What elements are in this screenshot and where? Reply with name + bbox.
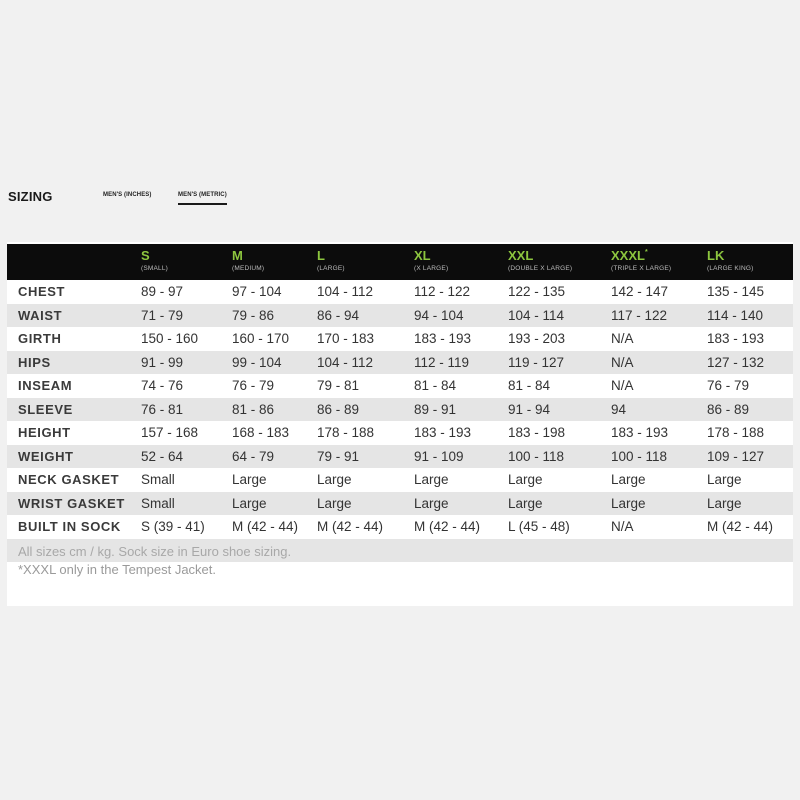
table-cell: N/A	[611, 378, 634, 393]
table-cell: 91 - 99	[141, 354, 184, 370]
table-cell: 104 - 112	[317, 284, 374, 299]
table-cell: 183 - 193	[611, 425, 669, 440]
row-label: WRIST GASKET	[18, 495, 125, 511]
table-cell: 89 - 97	[141, 284, 184, 299]
table-cell: 178 - 188	[707, 425, 765, 440]
table-cell: 100 - 118	[611, 448, 668, 464]
table-cell: 91 - 109	[414, 448, 464, 464]
table-row-waist	[7, 304, 793, 328]
footnote-mark: *	[644, 249, 648, 256]
table-cell: 119 - 127	[508, 354, 565, 370]
table-cell: 76 - 79	[707, 378, 750, 393]
row-label: CHEST	[18, 284, 66, 299]
row-label: WEIGHT	[18, 448, 74, 464]
table-cell: 86 - 94	[317, 307, 360, 323]
table-cell: M (42 - 44)	[414, 519, 481, 534]
size-code: XL	[414, 248, 431, 263]
size-name: (DOUBLE X LARGE)	[508, 265, 573, 272]
table-cell: L (45 - 48)	[508, 519, 570, 534]
table-cell: 81 - 84	[414, 378, 457, 393]
table-row-weight	[7, 445, 793, 469]
table-cell: 94	[611, 401, 627, 417]
table-cell: 150 - 160	[141, 331, 199, 346]
table-row-chest	[7, 280, 793, 304]
table-cell: M (42 - 44)	[707, 519, 774, 534]
size-code: S	[141, 248, 150, 263]
table-cell: 135 - 145	[707, 284, 765, 299]
size-header-row	[7, 244, 793, 280]
table-cell: Large	[317, 495, 352, 511]
table-cell: 183 - 198	[508, 425, 566, 440]
table-cell: Large	[611, 495, 646, 511]
table-cell: 112 - 122	[414, 284, 471, 299]
size-name: (LARGE)	[317, 265, 345, 272]
table-cell: 71 - 79	[141, 307, 184, 323]
table-row-height	[7, 421, 793, 445]
size-header-s	[141, 248, 168, 273]
table-cell: 178 - 188	[317, 425, 375, 440]
size-code-text: XXXL	[611, 248, 645, 263]
row-label: BUILT IN SOCK	[18, 519, 121, 534]
size-table-body	[7, 280, 793, 562]
size-header-m	[232, 248, 264, 273]
xxxl-footnote: *XXXL only in the Tempest Jacket.	[18, 562, 216, 577]
table-cell: 79 - 91	[317, 448, 360, 464]
sizing-header	[8, 180, 792, 210]
table-cell: 122 - 135	[508, 284, 566, 299]
table-cell: N/A	[611, 331, 634, 346]
size-header-xxxl	[611, 248, 671, 273]
table-cell: 142 - 147	[611, 284, 669, 299]
table-cell: 81 - 86	[232, 401, 275, 417]
size-name: (X LARGE)	[414, 265, 449, 272]
table-cell: Small	[141, 495, 175, 511]
table-cell: 64 - 79	[232, 448, 275, 464]
table-cell: 112 - 119	[414, 354, 470, 370]
size-header-lk	[707, 248, 753, 273]
size-name: (SMALL)	[141, 265, 169, 272]
table-cell: 76 - 81	[141, 401, 184, 417]
size-header-xxl	[508, 248, 572, 273]
size-code: LK	[707, 248, 725, 263]
row-label: HEIGHT	[18, 425, 71, 440]
units-note: All sizes cm / kg. Sock size in Euro shoe sizing.	[18, 543, 292, 559]
table-cell: 97 - 104	[232, 284, 282, 299]
table-cell: 183 - 193	[707, 331, 765, 346]
size-code: XXL	[508, 248, 534, 263]
table-cell: 99 - 104	[232, 354, 282, 370]
table-cell: Large	[317, 472, 352, 487]
table-cell: N/A	[611, 519, 634, 534]
table-row-inseam	[7, 374, 793, 398]
table-cell: 86 - 89	[707, 401, 750, 417]
table-cell: 91 - 94	[508, 401, 551, 417]
table-cell: 79 - 86	[232, 307, 275, 323]
size-header-l	[317, 248, 345, 273]
tab-mens-metric[interactable]: MEN'S (METRIC)	[178, 192, 227, 205]
table-row-built-in-sock	[7, 515, 793, 539]
size-code: L	[317, 248, 325, 263]
table-cell: N/A	[611, 354, 634, 370]
table-cell: Large	[232, 472, 267, 487]
table-cell: 76 - 79	[232, 378, 275, 393]
table-cell: Large	[508, 472, 543, 487]
table-cell: 114 - 140	[707, 307, 764, 323]
size-chart-panel	[7, 242, 793, 606]
row-label: WAIST	[18, 307, 63, 323]
table-cell: 100 - 118	[508, 448, 565, 464]
table-cell: 117 - 122	[611, 307, 668, 323]
size-name: (LARGE KING)	[707, 265, 754, 272]
size-code: M	[232, 248, 243, 263]
sizing-title: SIZING	[8, 189, 53, 204]
table-cell: Large	[414, 495, 449, 511]
tab-mens-inches[interactable]: MEN'S (INCHES)	[103, 192, 152, 198]
row-label: GIRTH	[18, 331, 62, 346]
table-cell: 52 - 64	[141, 448, 184, 464]
size-header-xl	[414, 248, 448, 273]
table-cell: 157 - 168	[141, 425, 199, 440]
table-cell: 104 - 114	[508, 307, 565, 323]
table-cell: 170 - 183	[317, 331, 375, 346]
table-cell: M (42 - 44)	[317, 519, 384, 534]
table-cell: 183 - 193	[414, 425, 472, 440]
table-cell: 81 - 84	[508, 378, 551, 393]
table-cell: M (42 - 44)	[232, 519, 299, 534]
size-name: (MEDIUM)	[232, 265, 265, 272]
table-cell: 74 - 76	[141, 378, 184, 393]
table-cell: 168 - 183	[232, 425, 290, 440]
table-row-neck-gasket	[7, 468, 793, 492]
table-cell: 86 - 89	[317, 401, 360, 417]
table-cell: 109 - 127	[707, 448, 765, 464]
table-cell: 183 - 193	[414, 331, 472, 346]
row-label: INSEAM	[18, 378, 73, 393]
table-cell: 160 - 170	[232, 331, 290, 346]
table-cell: Small	[141, 472, 175, 487]
table-cell: Large	[414, 472, 449, 487]
table-row-hips	[7, 351, 793, 375]
table-cell: Large	[232, 495, 267, 511]
size-name: (TRIPLE X LARGE)	[611, 265, 672, 272]
table-cell: 79 - 81	[317, 378, 360, 393]
table-row-girth	[7, 327, 793, 351]
table-row-wrist-gasket	[7, 492, 793, 516]
table-cell: 104 - 112	[317, 354, 374, 370]
table-row-sleeve	[7, 398, 793, 422]
row-label: SLEEVE	[18, 401, 73, 417]
table-cell: S (39 - 41)	[141, 519, 205, 534]
row-label: NECK GASKET	[18, 472, 120, 487]
table-cell: Large	[707, 495, 742, 511]
row-label: HIPS	[18, 354, 51, 370]
size-code	[611, 248, 671, 264]
table-cell: 94 - 104	[414, 307, 464, 323]
units-note-row	[7, 539, 793, 563]
table-cell: Large	[611, 472, 646, 487]
table-cell: Large	[707, 472, 742, 487]
table-cell: Large	[508, 495, 543, 511]
table-cell: 193 - 203	[508, 331, 566, 346]
table-cell: 127 - 132	[707, 354, 765, 370]
table-cell: 89 - 91	[414, 401, 457, 417]
